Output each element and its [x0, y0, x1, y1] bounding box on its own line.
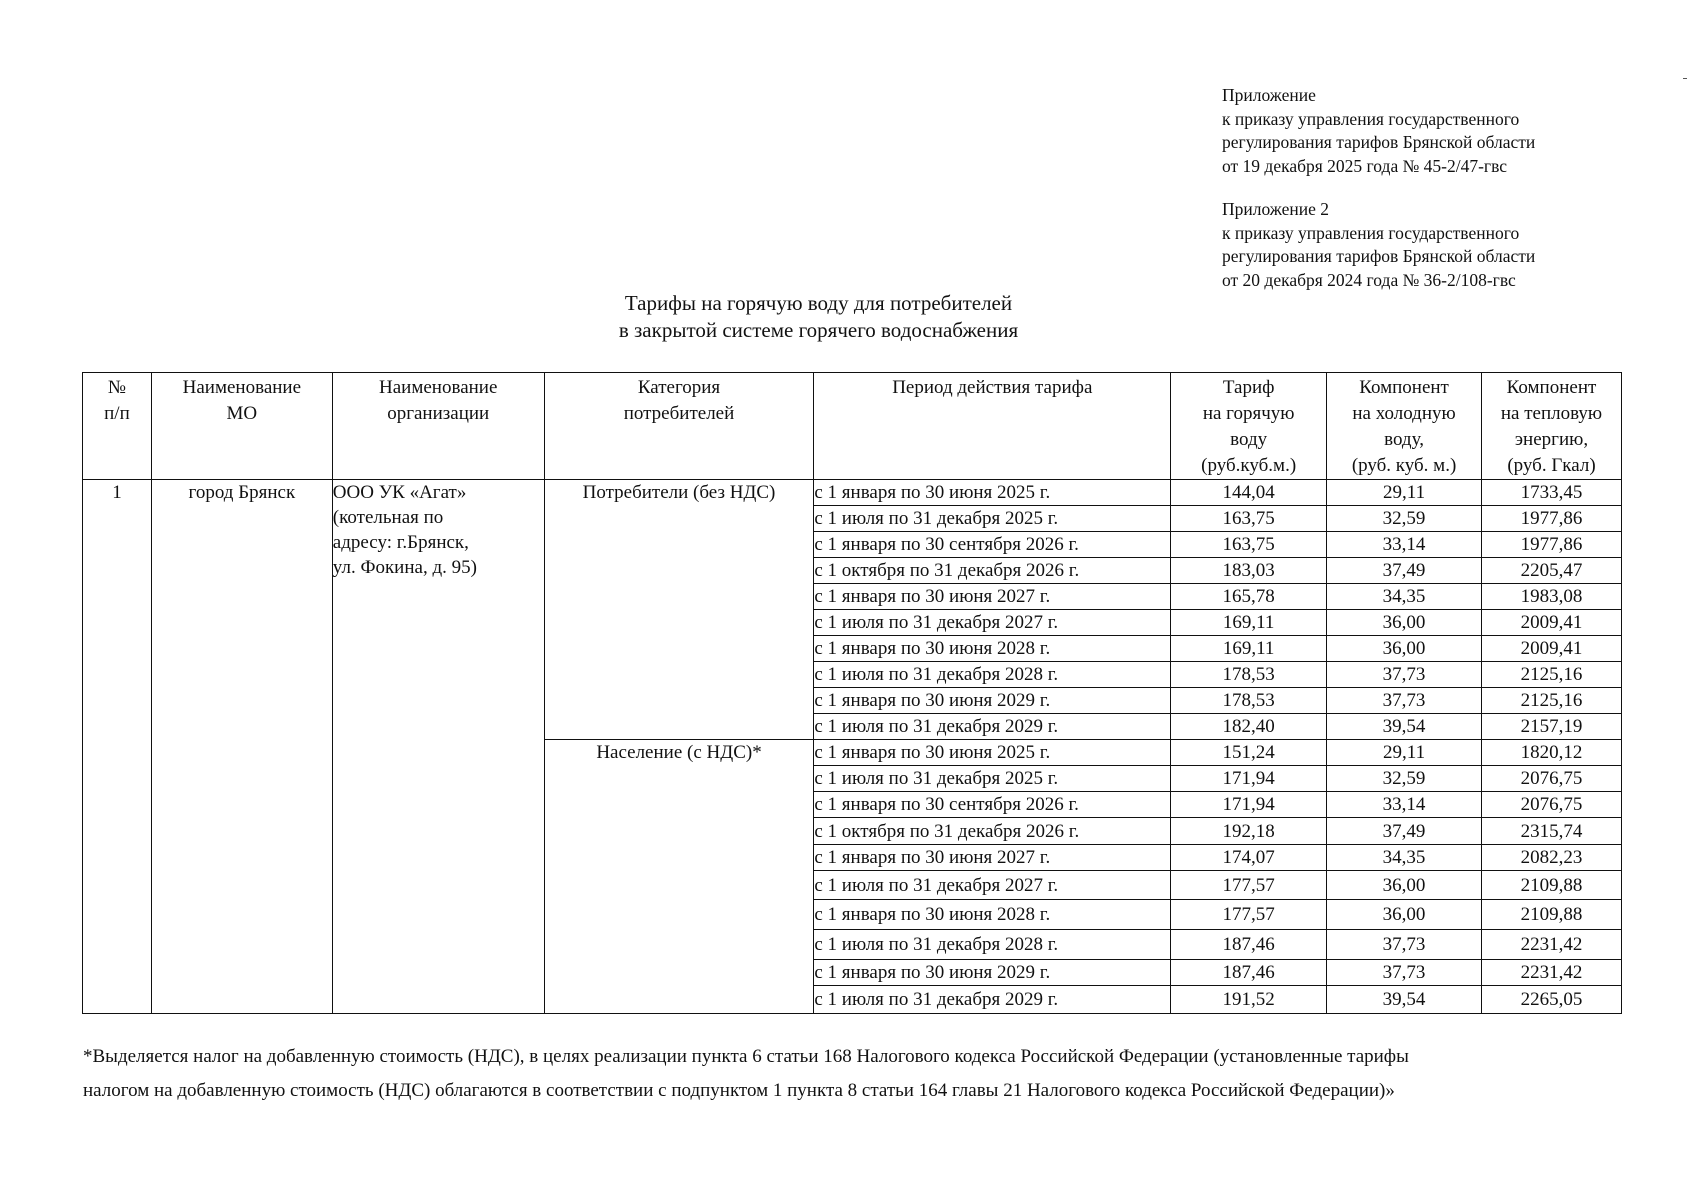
period-cell: с 1 января по 30 июня 2028 г. [814, 900, 1171, 930]
heat-energy-cell: 1820,12 [1482, 740, 1622, 766]
header-text: (руб. Гкал) [1507, 455, 1596, 476]
organization-name [332, 480, 544, 1014]
tariff-cell: 151,24 [1171, 740, 1327, 766]
heat-energy-cell: 2315,74 [1482, 818, 1622, 845]
tariff-cell: 171,94 [1171, 792, 1327, 818]
header-text: на горячую [1202, 403, 1295, 424]
cold-water-cell: 37,73 [1327, 930, 1482, 960]
heat-energy-cell: 2205,47 [1482, 558, 1622, 584]
period-cell: с 1 июля по 31 декабря 2025 г. [814, 766, 1171, 792]
header-text: (руб. куб. м.) [1351, 455, 1457, 476]
tariff-cell: 163,75 [1171, 506, 1327, 532]
cold-water-cell: 34,35 [1327, 584, 1482, 610]
tariff-cell: 183,03 [1171, 558, 1327, 584]
header-mo [151, 373, 332, 480]
period-cell: с 1 июля по 31 декабря 2029 г. [814, 986, 1171, 1014]
header-text: на холодную [1352, 403, 1456, 424]
period-cell: с 1 января по 30 июня 2029 г. [814, 960, 1171, 986]
period-cell: с 1 июля по 31 декабря 2028 г. [814, 930, 1171, 960]
tariff-cell: 169,11 [1171, 636, 1327, 662]
cold-water-cell: 36,00 [1327, 900, 1482, 930]
appendix-note-previous [1222, 198, 1535, 292]
tariff-cell: 171,94 [1171, 766, 1327, 792]
header-text: на тепловую [1500, 403, 1603, 424]
heat-energy-cell: 2009,41 [1482, 636, 1622, 662]
heat-energy-cell: 2082,23 [1482, 845, 1622, 871]
footnote-line: налогом на добавленную стоимость (НДС) облагаются в соответствии с подпунктом 1 пункта 8 статьи 164 главы 21 Налогового кодекса Российской Федерации)» [83, 1080, 1395, 1101]
header-text: Период действия тарифа [892, 377, 1093, 398]
tariff-cell: 165,78 [1171, 584, 1327, 610]
tariff-cell: 177,57 [1171, 900, 1327, 930]
header-org [332, 373, 544, 480]
period-cell: с 1 января по 30 июня 2025 г. [814, 480, 1171, 506]
heat-energy-cell: 2231,42 [1482, 960, 1622, 986]
appendix-line: регулирования тарифов Брянской области [1222, 246, 1536, 266]
header-text: Наименование [379, 377, 498, 398]
cold-water-cell: 36,00 [1327, 636, 1482, 662]
cold-water-cell: 37,73 [1327, 662, 1482, 688]
appendix-note-current [1222, 84, 1535, 178]
period-cell: с 1 октября по 31 декабря 2026 г. [814, 818, 1171, 845]
appendix-line: Приложение [1222, 85, 1316, 105]
heat-energy-cell: 2076,75 [1482, 766, 1622, 792]
footnote-line: *Выделяется налог на добавленную стоимость (НДС), в целях реализации пункта 6 статьи 168 Налогового кодекса Российской Федерации (установленные тарифы [83, 1046, 1409, 1067]
cold-water-cell: 37,73 [1327, 688, 1482, 714]
header-text: воду, [1384, 429, 1424, 450]
header-category [544, 373, 814, 480]
tariff-cell: 182,40 [1171, 714, 1327, 740]
heat-energy-cell: 2009,41 [1482, 610, 1622, 636]
header-text: Наименование [182, 377, 302, 398]
tariff-cell: 178,53 [1171, 688, 1327, 714]
cold-water-cell: 29,11 [1327, 740, 1482, 766]
heat-energy-cell: 2125,16 [1482, 688, 1622, 714]
header-text: Компонент [1506, 377, 1597, 398]
header-text: п/п [104, 403, 130, 424]
tariff-cell: 187,46 [1171, 960, 1327, 986]
header-text: воду [1230, 429, 1268, 450]
organization-line: ООО УК «Агат» [332, 482, 467, 503]
appendix-line: от 19 декабря 2025 года № 45-2/47-гвс [1222, 155, 1508, 176]
consumer-category: Потребители (без НДС) [544, 480, 814, 740]
tariff-cell: 163,75 [1171, 532, 1327, 558]
document-title [0, 290, 1691, 344]
heat-energy-cell: 1733,45 [1482, 480, 1622, 506]
heat-energy-cell: 1977,86 [1482, 532, 1622, 558]
tariff-cell: 144,04 [1171, 480, 1327, 506]
header-heat-component [1482, 373, 1622, 480]
municipality-name: город Брянск [151, 480, 332, 1014]
period-cell: с 1 января по 30 июня 2029 г. [814, 688, 1171, 714]
cold-water-cell: 32,59 [1327, 506, 1482, 532]
tariff-cell: 174,07 [1171, 845, 1327, 871]
tariff-cell: 169,11 [1171, 610, 1327, 636]
organization-line: (котельная по [332, 507, 444, 528]
title-line: в закрытой системе горячего водоснабжения [618, 318, 1019, 342]
header-tariff [1171, 373, 1327, 480]
period-cell: с 1 января по 30 июня 2025 г. [814, 740, 1171, 766]
tariff-table [82, 372, 1622, 1014]
period-cell: с 1 января по 30 июня 2027 г. [814, 584, 1171, 610]
cold-water-cell: 33,14 [1327, 532, 1482, 558]
cold-water-cell: 37,49 [1327, 818, 1482, 845]
cold-water-cell: 36,00 [1327, 871, 1482, 900]
appendix-line: регулирования тарифов Брянской области [1222, 132, 1536, 152]
heat-energy-cell: 2157,19 [1482, 714, 1622, 740]
header-text: (руб.куб.м.) [1201, 455, 1297, 476]
tariff-cell: 178,53 [1171, 662, 1327, 688]
cold-water-cell: 39,54 [1327, 986, 1482, 1014]
cold-water-cell: 37,73 [1327, 960, 1482, 986]
tariff-table-body [83, 480, 1622, 1014]
period-cell: с 1 июля по 31 декабря 2025 г. [814, 506, 1171, 532]
cold-water-cell: 36,00 [1327, 610, 1482, 636]
header-text: потребителей [623, 403, 735, 424]
appendix-line: к приказу управления государственного [1222, 108, 1520, 129]
tariff-cell: 187,46 [1171, 930, 1327, 960]
table-header-row [83, 373, 1622, 480]
title-line: Тарифы на горячую воду для потребителей [624, 291, 1013, 315]
header-cold-component [1327, 373, 1482, 480]
tariff-cell: 191,52 [1171, 986, 1327, 1014]
period-cell: с 1 января по 30 сентября 2026 г. [814, 792, 1171, 818]
header-text: энергию, [1514, 429, 1589, 450]
period-cell: с 1 июля по 31 декабря 2027 г. [814, 871, 1171, 900]
organization-line: ул. Фокина, д. 95) [332, 557, 477, 578]
period-cell: с 1 июля по 31 декабря 2027 г. [814, 610, 1171, 636]
consumer-category: Население (с НДС)* [544, 740, 814, 1014]
heat-energy-cell: 2125,16 [1482, 662, 1622, 688]
appendix-line: от 20 декабря 2024 года № 36-2/108-гвс [1222, 269, 1516, 290]
header-text: Категория [637, 377, 721, 398]
period-cell: с 1 января по 30 сентября 2026 г. [814, 532, 1171, 558]
vat-footnote [83, 1040, 1643, 1108]
period-cell: с 1 января по 30 июня 2028 г. [814, 636, 1171, 662]
header-text: Тариф [1222, 377, 1275, 398]
cold-water-cell: 33,14 [1327, 792, 1482, 818]
heat-energy-cell: 2076,75 [1482, 792, 1622, 818]
appendix-line: Приложение 2 [1222, 199, 1330, 219]
header-num [83, 373, 152, 480]
tariff-cell: 177,57 [1171, 871, 1327, 900]
period-cell: с 1 января по 30 июня 2027 г. [814, 845, 1171, 871]
header-text: организации [387, 403, 490, 424]
period-cell: с 1 июля по 31 декабря 2028 г. [814, 662, 1171, 688]
cold-water-cell: 34,35 [1327, 845, 1482, 871]
cold-water-cell: 29,11 [1327, 480, 1482, 506]
scan-edge-mark [1683, 78, 1687, 79]
organization-line: адресу: г.Брянск, [332, 532, 469, 553]
header-period [814, 373, 1171, 480]
cold-water-cell: 39,54 [1327, 714, 1482, 740]
heat-energy-cell: 2109,88 [1482, 871, 1622, 900]
heat-energy-cell: 2109,88 [1482, 900, 1622, 930]
header-text: № [107, 377, 127, 398]
heat-energy-cell: 1977,86 [1482, 506, 1622, 532]
table-row [83, 480, 1622, 506]
header-text: Компонент [1359, 377, 1449, 398]
period-cell: с 1 июля по 31 декабря 2029 г. [814, 714, 1171, 740]
row-index: 1 [83, 480, 152, 1014]
heat-energy-cell: 1983,08 [1482, 584, 1622, 610]
heat-energy-cell: 2265,05 [1482, 986, 1622, 1014]
heat-energy-cell: 2231,42 [1482, 930, 1622, 960]
appendix-line: к приказу управления государственного [1222, 222, 1520, 243]
cold-water-cell: 37,49 [1327, 558, 1482, 584]
period-cell: с 1 октября по 31 декабря 2026 г. [814, 558, 1171, 584]
header-text: МО [226, 403, 258, 424]
tariff-cell: 192,18 [1171, 818, 1327, 845]
cold-water-cell: 32,59 [1327, 766, 1482, 792]
